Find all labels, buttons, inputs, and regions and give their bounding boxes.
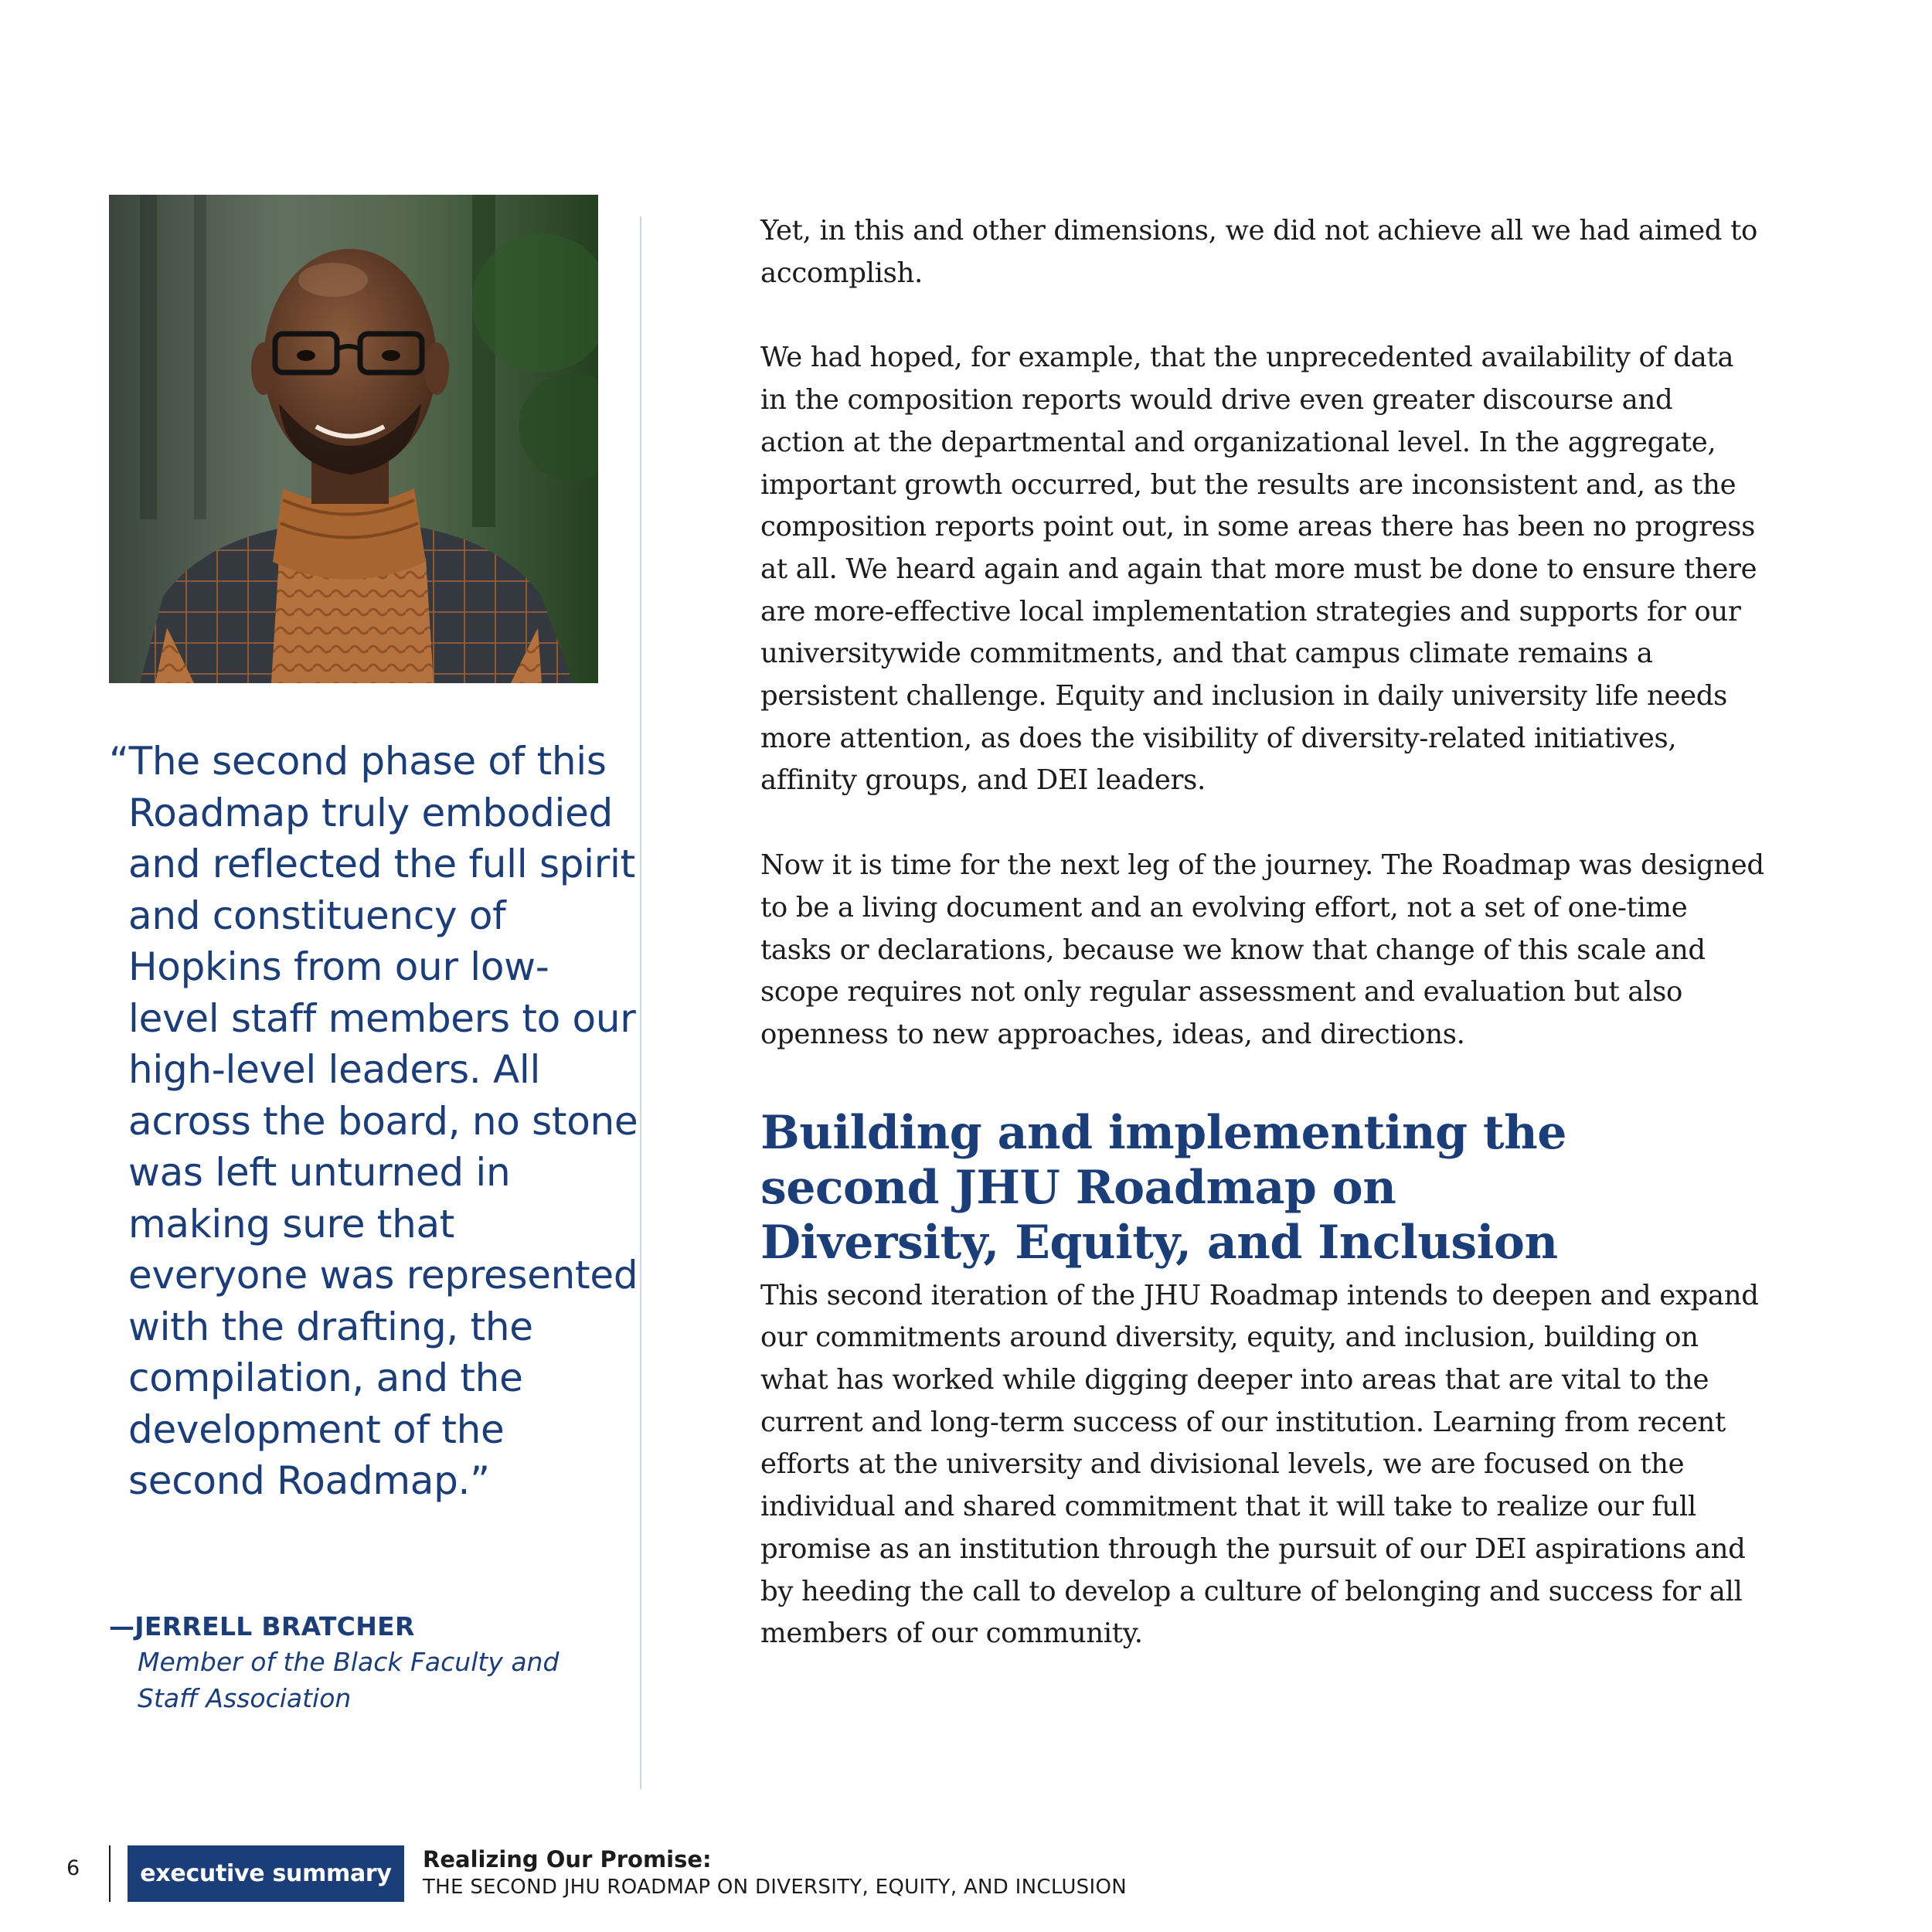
section-tag: executive summary bbox=[128, 1845, 404, 1902]
quote-attribution bbox=[109, 1610, 619, 1716]
column-divider bbox=[640, 216, 641, 1789]
page-number: 6 bbox=[66, 1856, 80, 1880]
body-paragraph: Yet, in this and other dimensions, we did not achieve all we had aimed to accomplish. bbox=[760, 215, 1758, 289]
main-text-column bbox=[760, 210, 1765, 1698]
attribution-role: Member of the Black Faculty and Staff Association bbox=[138, 1647, 560, 1713]
footer-title-block bbox=[423, 1845, 1127, 1901]
body-paragraph: We had hoped, for example, that the unprecedented availability of data in the composition reports would drive even greater discourse and action at the departmental and organizational level. In the aggregate, important growth occurred, but the results are inconsistent and, as the composition reports point out, in some areas there has been no progress at all. We heard again and again that more must be done to ensure there are more-effective local implementation strategies and supports for our universitywide commitments, and that campus climate remains a persistent challenge. Equity and inclusion in daily university life needs more attention, as does the visibility of diversity-related initiatives, affinity groups, and DEI leaders. bbox=[760, 342, 1757, 797]
section-paragraph: This second iteration of the JHU Roadmap intends to deepen and expand our commitments around diversity, equity, and inclusion, building on what has worked while digging deeper into areas that are vital to the current and long-term success of our institution. Learning from recent efforts at the university and divisional levels, we are focused on the individual and shared commitment that it will take to realize our full promise as an institution through the pursuit of our DEI aspirations and by heeding the call to develop a culture of belonging and success for all members of our community. bbox=[760, 1279, 1759, 1650]
body-paragraph: Now it is time for the next leg of the journey. The Roadmap was designed to be a living document and an evolving effort, not a set of one-time tasks or declarations, because we know that change of this scale and scope requires not only regular assessment and evaluation but also openness to new approaches, ideas, and directions. bbox=[760, 849, 1764, 1050]
footer-subtitle: THE SECOND JHU ROADMAP ON DIVERSITY, EQUITY, AND INCLUSION bbox=[423, 1876, 1127, 1899]
portrait-photo bbox=[109, 195, 598, 683]
footer-title: Realizing Our Promise: bbox=[423, 1846, 712, 1872]
footer-divider bbox=[109, 1845, 111, 1902]
pull-quote: “The second phase of this Roadmap truly embodied and reflected the full spirit and constituency of Hopkins from our low-level staff members to our high-level leaders. All across the board, no stone was left unturned in making sure that everyone was represented with the drafting, the compilation, and the development of the second Roadmap.” bbox=[109, 739, 638, 1503]
section-heading: Building and implementing the second JHU Roadmap on Diversity, Equity, and Inclusion bbox=[760, 1105, 1566, 1270]
attribution-name: —JERRELL BRATCHER bbox=[109, 1611, 415, 1641]
